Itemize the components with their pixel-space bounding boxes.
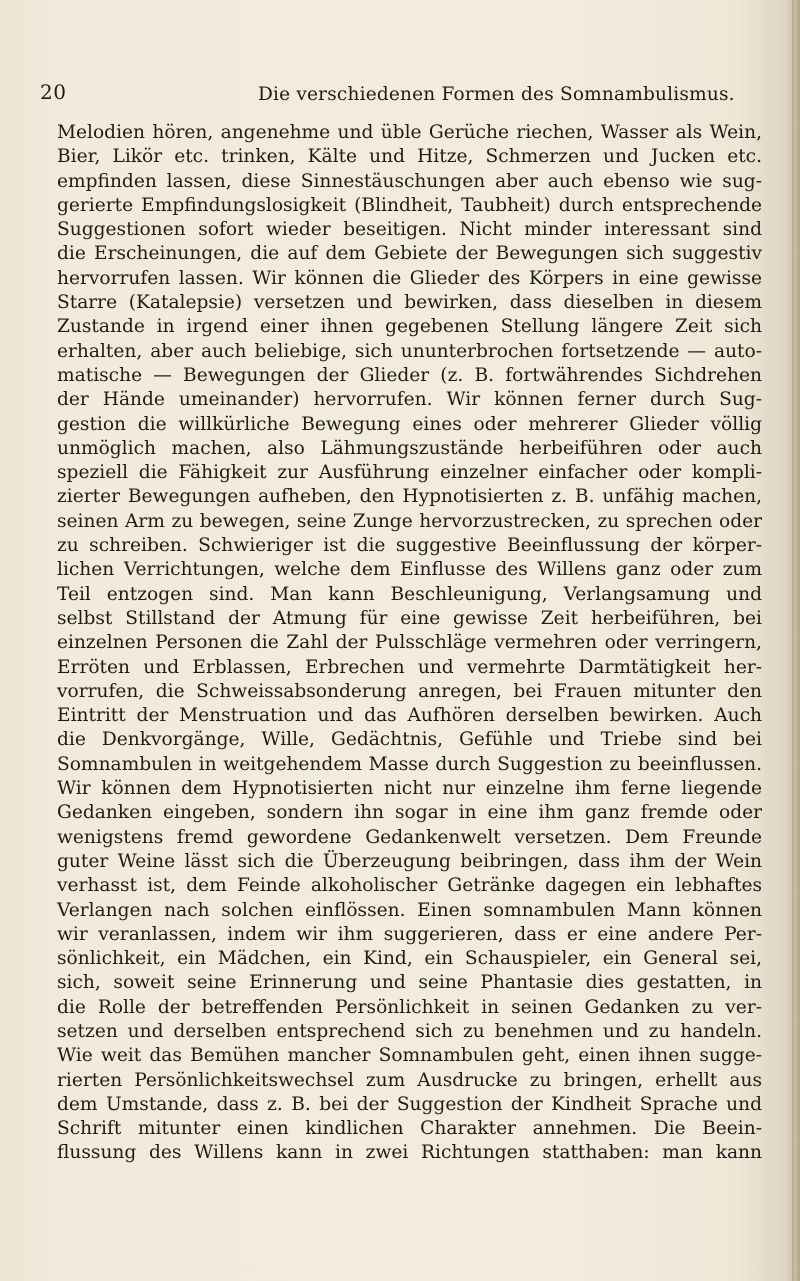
text-line: sönlichkeit, ein Mädchen, ein Kind, ein Schauspieler, ein General sei, [57, 948, 762, 970]
text-line: unmöglich machen, also Lähmungszustände herbeiführen oder auch [57, 437, 762, 459]
text-line: wenigstens fremd gewordene Gedankenwelt versetzen. Dem Freunde [57, 826, 762, 848]
text-line: matische — Bewegungen der Glieder (z. B. fortwährendes Sichdrehen [57, 364, 762, 386]
text-line: Wie weit das Bemühen mancher Somnambulen geht, einen ihnen sugge- [57, 1045, 762, 1067]
text-line: Melodien hören, angenehme und üble Gerüche riechen, Wasser als Wein, [57, 122, 762, 143]
text-line: gestion die willkürliche Bewegung eines oder mehrerer Glieder völlig [57, 413, 762, 435]
text-line: sich, soweit seine Erinnerung und seine Phantasie dies gestatten, in [57, 972, 762, 994]
text-line: einzelnen Personen die Zahl der Pulsschläge vermehren oder verringern, [57, 632, 762, 654]
text-line: der Hände umeinander) hervorrufen. Wir können ferner durch Sug- [57, 389, 762, 411]
text-line: erhalten, aber auch beliebige, sich ununterbrochen fortsetzende — auto- [57, 340, 762, 362]
text-line: die Rolle der betreffenden Persönlichkeit in seinen Gedanken zu ver- [57, 996, 762, 1018]
text-line: zu schreiben. Schwieriger ist die suggestive Beeinflussung der körper- [57, 535, 762, 557]
text-line: guter Weine lässt sich die Überzeugung beibringen, dass ihm der Wein [57, 850, 762, 872]
text-line: empfinden lassen, diese Sinnestäuschungen aber auch ebenso wie sug- [57, 170, 762, 192]
text-line: Eintritt der Menstruation und das Aufhören derselben bewirken. Auch [57, 705, 762, 727]
text-line: Starre (Katalepsie) versetzen und bewirken, dass dieselben in diesem [57, 292, 762, 314]
text-line: Somnambulen in weitgehendem Masse durch Suggestion zu beeinflussen. [57, 753, 762, 775]
text-line: Suggestionen sofort wieder beseitigen. Nicht minder interessant sind [57, 219, 762, 241]
text-line: selbst Stillstand der Atmung für eine gewisse Zeit herbeiführen, bei [57, 607, 762, 629]
text-line: Gedanken eingeben, sondern ihn sogar in eine ihm ganz fremde oder [57, 802, 762, 824]
text-line: Schrift mitunter einen kindlichen Charakter annehmen. Die Beein- [57, 1118, 762, 1140]
text-line: Bier, Likör etc. trinken, Kälte und Hitze, Schmerzen und Jucken etc. [57, 146, 762, 168]
text-line: vorrufen, die Schweissabsonderung anregen, bei Frauen mitunter den [57, 680, 762, 702]
text-line: lichen Verrichtungen, welche dem Einflusse des Willens ganz oder zum [57, 559, 762, 581]
running-head: Die verschiedenen Formen des Somnambulismus. [258, 84, 735, 105]
text-line: die Erscheinungen, die auf dem Gebiete der Bewegungen sich suggestiv [57, 243, 762, 265]
body-text [57, 121, 762, 1166]
text-line: flussung des Willens kann in zwei Richtungen statthaben: man kann [57, 1142, 762, 1164]
text-line: Erröten und Erblassen, Erbrechen und vermehrte Darmtätigkeit her- [57, 656, 762, 678]
text-line: Zustande in irgend einer ihnen gegebenen Stellung längere Zeit sich [57, 316, 762, 338]
text-line: zierter Bewegungen aufheben, den Hypnotisierten z. B. unfähig machen, [57, 486, 762, 508]
text-line: wir veranlassen, indem wir ihm suggerieren, dass er eine andere Per- [57, 923, 762, 945]
text-line: Teil entzogen sind. Man kann Beschleunigung, Verlangsamung und [57, 583, 762, 605]
text-line: rierten Persönlichkeitswechsel zum Ausdrucke zu bringen, erhellt aus [57, 1069, 762, 1091]
page-edge-line [792, 0, 794, 1281]
text-line: setzen und derselben entsprechend sich zu benehmen und zu handeln. [57, 1020, 762, 1042]
text-line: speziell die Fähigkeit zur Ausführung einzelner einfacher oder kompli- [57, 462, 762, 484]
text-line: Wir können dem Hypnotisierten nicht nur einzelne ihm ferne liegende [57, 778, 762, 800]
text-line: seinen Arm zu bewegen, seine Zunge hervorzustrecken, zu sprechen oder [57, 510, 762, 532]
text-line: die Denkvorgänge, Wille, Gedächtnis, Gefühle und Triebe sind bei [57, 729, 762, 751]
text-line: gerierte Empfindungslosigkeit (Blindheit, Taubheit) durch entsprechende [57, 194, 762, 216]
text-line: dem Umstande, dass z. B. bei der Suggestion der Kindheit Sprache und [57, 1093, 762, 1115]
text-line: Verlangen nach solchen einflössen. Einen somnambulen Mann können [57, 899, 762, 921]
text-line: hervorrufen lassen. Wir können die Glieder des Körpers in eine gewisse [57, 267, 762, 289]
page-number: 20 [40, 80, 67, 104]
text-line: verhasst ist, dem Feinde alkoholischer Getränke dagegen ein lebhaftes [57, 875, 762, 897]
